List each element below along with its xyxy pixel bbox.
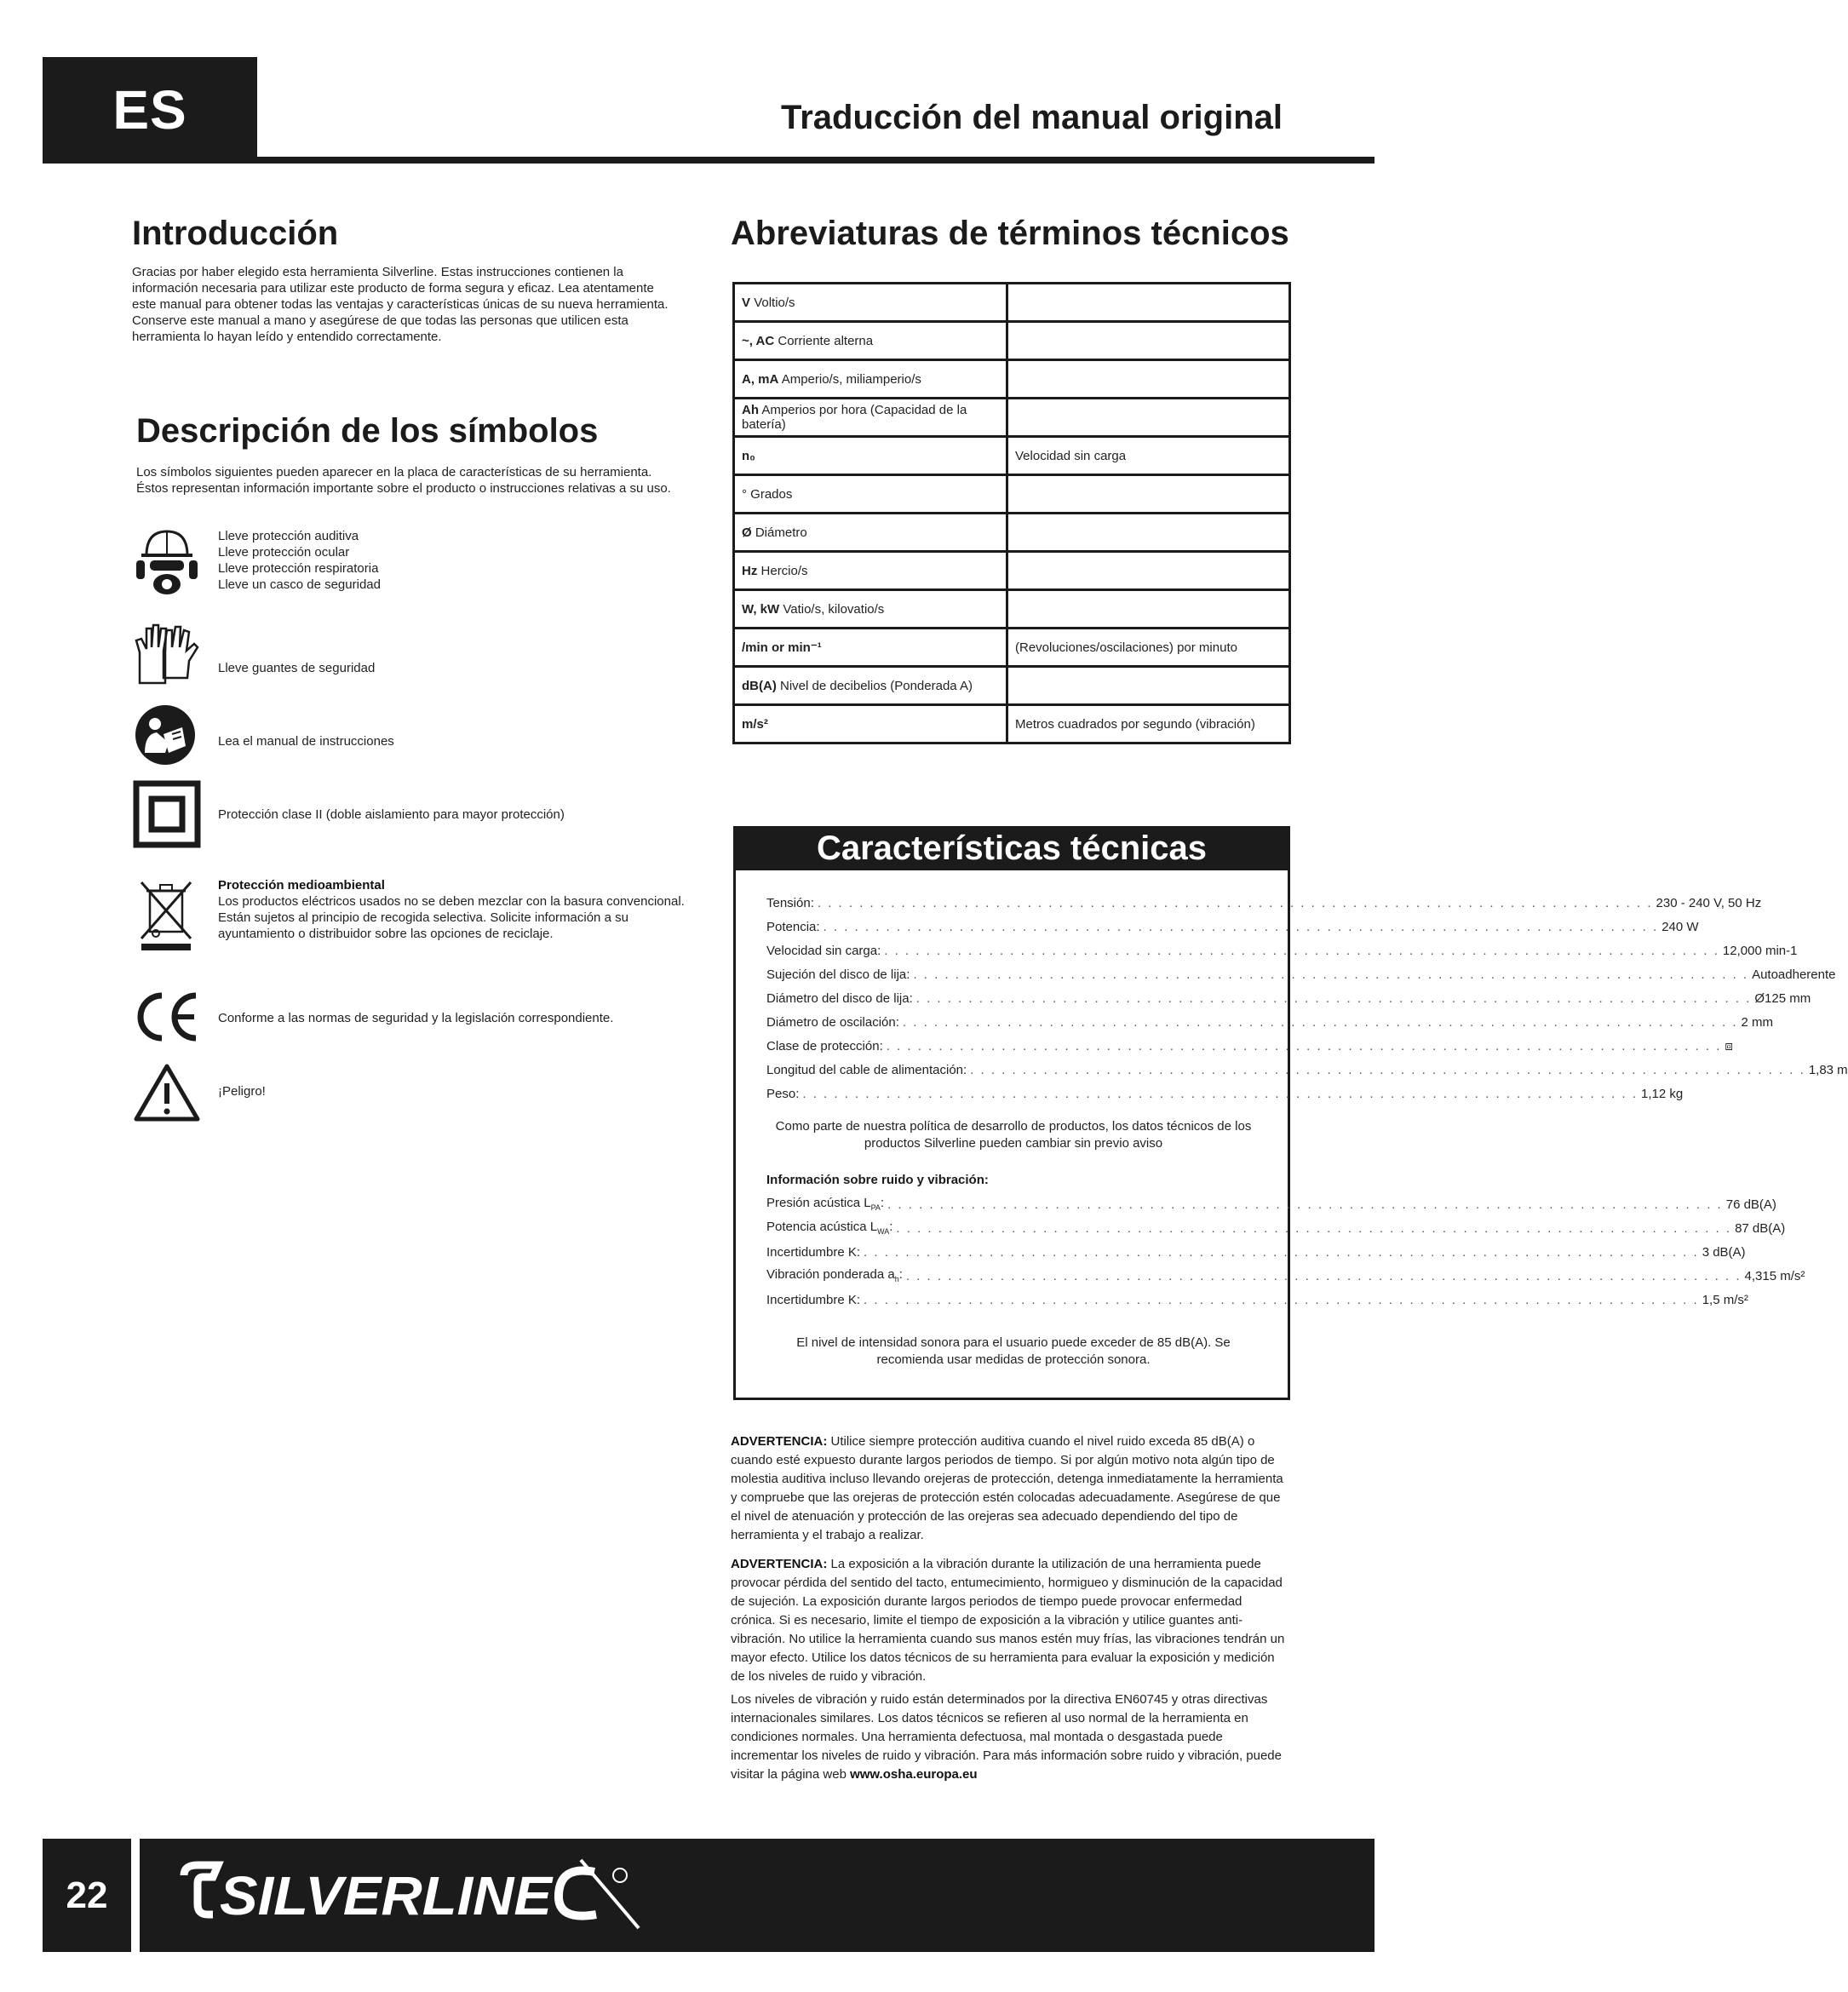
spec-label-subscript: h bbox=[894, 1275, 899, 1283]
spec-label-text: Peso: bbox=[766, 1087, 800, 1101]
spec-value: 12,000 min-1 bbox=[1722, 944, 1798, 958]
abbreviation-key: n₀ bbox=[742, 448, 755, 463]
abbreviation-cell bbox=[734, 284, 1007, 322]
abbreviation-cell bbox=[734, 437, 1007, 475]
abbreviation-meaning bbox=[1007, 399, 1290, 437]
spec-value: 230 - 240 V, 50 Hz bbox=[1656, 896, 1762, 910]
symbol-line: Los productos eléctricos usados no se deben mezclar con la basura convencional. bbox=[218, 894, 685, 909]
dot-leader: . . . . . . . . . . . . . . . . . . . . . . . . . . . . . . . . . . . . . . . . . . . . . . . . . . . . . . . . . . . . . . . . . . . . . . . . . . . . . . . . bbox=[913, 967, 1749, 982]
abbreviation-row bbox=[734, 475, 1290, 514]
spec-label-text: Velocidad sin carga: bbox=[766, 944, 881, 958]
spec-label-text: Presión acústica L bbox=[766, 1196, 871, 1210]
dot-leader: . . . . . . . . . . . . . . . . . . . . . . . . . . . . . . . . . . . . . . . . . . . . . . . . . . . . . . . . . . . . . . . . . . . . . . . . . . . . . . . . bbox=[886, 1039, 1722, 1053]
abbreviation-meaning bbox=[1007, 667, 1290, 705]
danger-icon bbox=[133, 1063, 201, 1122]
warning-label: ADVERTENCIA: bbox=[731, 1557, 828, 1571]
symbol-text-class-ii: Protección clase II (doble aislamiento para mayor protección) bbox=[218, 807, 565, 822]
spec-label bbox=[766, 1015, 899, 1030]
warning-vibration bbox=[731, 1555, 1288, 1686]
spec-label bbox=[766, 1245, 860, 1260]
abbreviation-cell bbox=[734, 705, 1007, 743]
silverline-logo bbox=[179, 1860, 639, 1928]
spec-label-text: Diámetro de oscilación: bbox=[766, 1015, 899, 1030]
abbreviation-row bbox=[734, 667, 1290, 705]
abbreviation-key: A, mA bbox=[742, 371, 779, 387]
spec-label-text: Vibración ponderada a bbox=[766, 1267, 895, 1282]
abbreviation-key: V bbox=[742, 295, 751, 310]
dot-leader: . . . . . . . . . . . . . . . . . . . . . . . . . . . . . . . . . . . . . . . . . . . . . . . . . . . . . . . . . . . . . . . . . . . . . . . . . . . . . . . . bbox=[802, 1087, 1638, 1101]
symbol-title: Protección medioambiental bbox=[218, 878, 385, 893]
spec-row bbox=[766, 1013, 1774, 1030]
spec-value: 1,83 m bbox=[1808, 1063, 1848, 1077]
abbreviation-meaning: Velocidad sin carga bbox=[1007, 437, 1290, 475]
dot-leader: . . . . . . . . . . . . . . . . . . . . . . . . . . . . . . . . . . . . . . . . . . . . . . . . . . . . . . . . . . . . . . . . . . . . . . . . . . . . . . . . bbox=[970, 1063, 1805, 1077]
abbreviation-row bbox=[734, 629, 1290, 667]
spec-label-text: Incertidumbre K: bbox=[766, 1293, 861, 1307]
abbreviation-meaning bbox=[1007, 552, 1290, 590]
abbreviation-row bbox=[734, 284, 1290, 322]
abbreviation-desc: Corriente alterna bbox=[778, 333, 874, 348]
specs-note: Como parte de nuestra política de desarrollo de productos, los datos técnicos de los productos Silverline pueden cambiar sin previo aviso bbox=[775, 1119, 1252, 1151]
spec-value: 87 dB(A) bbox=[1735, 1221, 1786, 1236]
abbreviation-meaning bbox=[1007, 590, 1290, 629]
spec-value: 4,315 m/s² bbox=[1744, 1269, 1805, 1283]
abbreviation-key: W, kW bbox=[742, 601, 780, 617]
symbol-text-manual: Lea el manual de instrucciones bbox=[218, 734, 394, 749]
class-ii-icon bbox=[133, 780, 201, 848]
abbreviation-key: /min or min⁻¹ bbox=[742, 640, 822, 655]
spec-value: 240 W bbox=[1661, 920, 1699, 934]
spec-label bbox=[766, 896, 814, 910]
noise-note: El nivel de intensidad sonora para el usuario puede exceder de 85 dB(A). Se recomienda usar medidas de protección sonora. bbox=[796, 1335, 1231, 1367]
abbreviation-desc: Amperios por hora (Capacidad de la batería) bbox=[742, 403, 967, 432]
weee-bin-icon bbox=[133, 877, 201, 950]
abbreviation-cell bbox=[734, 475, 1007, 514]
dot-leader: . . . . . . . . . . . . . . . . . . . . . . . . . . . . . . . . . . . . . . . . . . . . . . . . . . . . . . . . . . . . . . . . . . . . . . . . . . . . . . . . bbox=[864, 1293, 1699, 1307]
dot-leader: . . . . . . . . . . . . . . . . . . . . . . . . . . . . . . . . . . . . . . . . . . . . . . . . . . . . . . . . . . . . . . . . . . . . . . . . . . . . . . . . bbox=[905, 1269, 1742, 1283]
dot-leader: . . . . . . . . . . . . . . . . . . . . . . . . . . . . . . . . . . . . . . . . . . . . . . . . . . . . . . . . . . . . . . . . . . . . . . . . . . . . . . . . bbox=[915, 991, 1752, 1006]
dot-leader: . . . . . . . . . . . . . . . . . . . . . . . . . . . . . . . . . . . . . . . . . . . . . . . . . . . . . . . . . . . . . . . . . . . . . . . . . . . . . . . . bbox=[887, 1197, 1723, 1212]
safety-gear-icon bbox=[133, 526, 201, 598]
symbol-line: ayuntamiento o distribuidor sobre las opciones de reciclaje. bbox=[218, 927, 554, 941]
noise-row bbox=[766, 1266, 1805, 1283]
abbreviation-row bbox=[734, 437, 1290, 475]
spec-label: Potencia acústica $L_{WA}$: bbox=[766, 1220, 893, 1236]
dot-leader: . . . . . . . . . . . . . . . . . . . . . . . . . . . . . . . . . . . . . . . . . . . . . . . . . . . . . . . . . . . . . . . . . . . . . . . . . . . . . . . . bbox=[817, 896, 1653, 910]
abbreviation-key: Ah bbox=[742, 403, 759, 417]
abbreviation-desc: Amperio/s, miliamperio/s bbox=[781, 371, 921, 387]
symbols-title: Descripción de los símbolos bbox=[136, 412, 599, 450]
spec-label-text: Sujeción del disco de lija: bbox=[766, 967, 910, 982]
abbreviation-row bbox=[734, 322, 1290, 360]
abbreviation-cell bbox=[734, 629, 1007, 667]
symbol-text-ce: Conforme a las normas de seguridad y la legislación correspondiente. bbox=[218, 1011, 614, 1025]
abbreviation-meaning bbox=[1007, 514, 1290, 552]
spec-label bbox=[766, 1063, 967, 1077]
language-code: ES bbox=[112, 79, 187, 141]
abbreviation-cell bbox=[734, 399, 1007, 437]
spec-row bbox=[766, 965, 1836, 982]
symbol-line: Lleve un casco de seguridad bbox=[218, 577, 381, 592]
abbreviation-desc: Grados bbox=[750, 486, 793, 502]
noise-row bbox=[766, 1195, 1776, 1212]
symbol-text-environment bbox=[218, 877, 685, 942]
abbreviation-row bbox=[734, 552, 1290, 590]
noise-row bbox=[766, 1243, 1746, 1260]
warning-text: La exposición a la vibración durante la utilización de una herramienta puede provocar pérdida del sentido del tacto, entumecimiento, hormigueo y disminución de la capacidad de sujeción. La exposición durante largos periodos de tiempo puede provocar enfermedad crónica. Si es necesario, limite el tiempo de exposición a la vibración y utilice guantes anti-vibración. No utilice la herramienta cuando sus manos estén muy frías, las vibraciones tendrán un mayor efecto. Utilice los datos técnicos de su herramienta para evaluar la exposición y medición de los niveles de ruido y vibración. bbox=[731, 1557, 1285, 1684]
read-manual-icon bbox=[133, 703, 201, 766]
symbol-line: Lleve protección respiratoria bbox=[218, 561, 379, 576]
spec-label: Presión acústica $L_{PA}$: bbox=[766, 1196, 885, 1212]
warning-text: Utilice siempre protección auditiva cuando el nivel ruido exceda 85 dB(A) o cuando esté expuesto durante largos periodos de tiempo. Si por algún motivo nota algún tipo de molestia auditiva incluso llevando orejeras de protección, detenga inmediatamente la herramienta y compruebe que las orejeras de protección estén colocadas adecuadamente. Asegúrese de que el nivel de atenuación y protección de las orejeras sea adecuado dependiendo del tipo de herramienta y el trabajo a realizar. bbox=[731, 1434, 1283, 1542]
dot-leader: . . . . . . . . . . . . . . . . . . . . . . . . . . . . . . . . . . . . . . . . . . . . . . . . . . . . . . . . . . . . . . . . . . . . . . . . . . . . . . . . bbox=[823, 920, 1659, 934]
spec-label-subscript: PA bbox=[870, 1203, 881, 1212]
dot-leader: . . . . . . . . . . . . . . . . . . . . . . . . . . . . . . . . . . . . . . . . . . . . . . . . . . . . . . . . . . . . . . . . . . . . . . . . . . . . . . . . bbox=[884, 944, 1719, 958]
abbreviation-key: m/s² bbox=[742, 716, 768, 732]
logo-wordmark: SILVERLINE bbox=[220, 1865, 554, 1926]
abbreviation-meaning bbox=[1007, 360, 1290, 399]
spec-value: ⧈ bbox=[1725, 1039, 1733, 1053]
abbreviation-meaning: (Revoluciones/oscilaciones) por minuto bbox=[1007, 629, 1290, 667]
spec-label-text: Tensión: bbox=[766, 896, 814, 910]
footer-divider bbox=[131, 1839, 140, 1952]
specs-title: Características técnicas bbox=[733, 826, 1290, 870]
abbreviation-desc: Vatio/s, kilovatio/s bbox=[783, 601, 885, 617]
spec-row bbox=[766, 917, 1699, 934]
spec-value: Ø125 mm bbox=[1754, 991, 1811, 1006]
abbreviation-desc: Hercio/s bbox=[760, 563, 808, 578]
abbreviation-key: ° bbox=[742, 486, 747, 502]
spec-row bbox=[766, 1084, 1684, 1101]
abbreviation-key: dB(A) bbox=[742, 678, 777, 693]
spec-label-text: Clase de protección: bbox=[766, 1039, 883, 1053]
abbreviation-meaning: Metros cuadrados por segundo (vibración) bbox=[1007, 705, 1290, 743]
spec-label-subscript: WA bbox=[877, 1227, 890, 1236]
abbreviation-desc: Nivel de decibelios (Ponderada A) bbox=[780, 678, 973, 693]
symbols-text: Los símbolos siguientes pueden aparecer en la placa de características de su herramienta. Éstos representan información importante sobre el producto o instrucciones relativas a su uso. bbox=[136, 465, 671, 496]
spec-row bbox=[766, 989, 1811, 1006]
abbreviation-meaning bbox=[1007, 322, 1290, 360]
spec-label bbox=[766, 944, 881, 958]
abbreviation-meaning bbox=[1007, 475, 1290, 514]
spec-label-text: Potencia: bbox=[766, 920, 820, 934]
warning-hearing bbox=[731, 1432, 1288, 1545]
dot-leader: . . . . . . . . . . . . . . . . . . . . . . . . . . . . . . . . . . . . . . . . . . . . . . . . . . . . . . . . . . . . . . . . . . . . . . . . . . . . . . . . bbox=[902, 1015, 1738, 1030]
gloves-icon bbox=[133, 622, 201, 685]
abbreviations-title: Abreviaturas de términos técnicos bbox=[731, 215, 1289, 252]
spec-row bbox=[766, 1036, 1733, 1053]
abbreviation-key: Hz bbox=[742, 563, 758, 578]
symbol-line: Lleve protección auditiva bbox=[218, 529, 359, 543]
abbreviation-key: ~, AC bbox=[742, 333, 775, 348]
specs-box bbox=[733, 826, 1290, 1400]
spec-label-text: Diámetro del disco de lija: bbox=[766, 991, 913, 1006]
spec-label bbox=[766, 1293, 860, 1307]
spec-label bbox=[766, 920, 820, 934]
page-number: 22 bbox=[66, 1874, 108, 1916]
abbreviation-row bbox=[734, 514, 1290, 552]
spec-label bbox=[766, 1087, 799, 1101]
abbreviation-cell bbox=[734, 360, 1007, 399]
ce-mark-icon bbox=[133, 990, 201, 1043]
dot-leader: . . . . . . . . . . . . . . . . . . . . . . . . . . . . . . . . . . . . . . . . . . . . . . . . . . . . . . . . . . . . . . . . . . . . . . . . . . . . . . . . bbox=[896, 1221, 1732, 1236]
abbreviation-row bbox=[734, 705, 1290, 743]
noise-row bbox=[766, 1219, 1786, 1236]
header-rule bbox=[43, 157, 1375, 164]
abbreviation-cell bbox=[734, 514, 1007, 552]
noise-title: Información sobre ruido y vibración: bbox=[766, 1173, 989, 1187]
spec-value: 2 mm bbox=[1741, 1015, 1774, 1030]
spec-value: 76 dB(A) bbox=[1725, 1197, 1776, 1212]
abbreviation-meaning bbox=[1007, 284, 1290, 322]
spec-label bbox=[766, 991, 913, 1006]
spec-label bbox=[766, 967, 910, 982]
symbol-line: Están sujetos al principio de recogida selectiva. Solicite información a su bbox=[218, 910, 628, 925]
abbreviation-cell bbox=[734, 552, 1007, 590]
symbol-text-danger: ¡Peligro! bbox=[218, 1084, 266, 1099]
dot-leader: . . . . . . . . . . . . . . . . . . . . . . . . . . . . . . . . . . . . . . . . . . . . . . . . . . . . . . . . . . . . . . . . . . . . . . . . . . . . . . . . bbox=[864, 1245, 1699, 1260]
intro-title: Introducción bbox=[132, 215, 339, 252]
abbreviation-cell bbox=[734, 590, 1007, 629]
vibration-info bbox=[731, 1691, 1288, 1784]
abbreviation-desc: Diámetro bbox=[755, 525, 807, 540]
symbol-text-gloves: Lleve guantes de seguridad bbox=[218, 661, 376, 675]
spec-row bbox=[766, 1060, 1848, 1077]
osha-link[interactable]: www.osha.europa.eu bbox=[850, 1767, 978, 1782]
spec-label bbox=[766, 1039, 883, 1053]
spec-label: Vibración ponderada $a_h$: bbox=[766, 1267, 903, 1283]
spec-value: 3 dB(A) bbox=[1702, 1245, 1746, 1260]
spec-row bbox=[766, 941, 1798, 958]
warning-label: ADVERTENCIA: bbox=[731, 1434, 828, 1449]
spec-label-text: Longitud del cable de alimentación: bbox=[766, 1063, 967, 1077]
info-text: Los niveles de vibración y ruido están determinados por la directiva EN60745 y otras directivas internacionales similares. Los datos técnicos se refieren al uso normal de la herramienta en condiciones normales. Una herramienta defectuosa, mal montada o desgastada puede incrementar los niveles de ruido y vibración. Para más información sobre ruido y vibración, puede visitar la página web bbox=[731, 1692, 1282, 1782]
spec-value: Autoadherente bbox=[1752, 967, 1836, 982]
symbol-text-ppe bbox=[218, 528, 381, 593]
intro-text: Gracias por haber elegido esta herramienta Silverline. Estas instrucciones contienen la información necesaria para utilizar este producto de forma segura y eficaz. Lea atentamente este manual para obtener todas las ventajas y características únicas de su nueva herramienta. Conserve este manual a mano y asegúrese de que todas las personas que utilicen esta herramienta lo hayan leído y entendido correctamente. bbox=[132, 265, 669, 344]
abbreviation-row bbox=[734, 590, 1290, 629]
abbreviation-cell bbox=[734, 667, 1007, 705]
spec-label-text: Potencia acústica L bbox=[766, 1220, 878, 1234]
abbreviations-table bbox=[732, 282, 1291, 744]
abbreviation-key: Ø bbox=[742, 525, 752, 540]
abbreviation-cell bbox=[734, 322, 1007, 360]
abbreviation-row bbox=[734, 399, 1290, 437]
symbol-line: Lleve protección ocular bbox=[218, 545, 350, 560]
spec-value: 1,12 kg bbox=[1641, 1087, 1684, 1101]
abbreviation-row bbox=[734, 360, 1290, 399]
spec-row bbox=[766, 893, 1762, 910]
abbreviation-desc: Voltio/s bbox=[754, 295, 795, 310]
noise-row bbox=[766, 1290, 1748, 1307]
header-title: Traducción del manual original bbox=[780, 99, 1283, 136]
spec-value: 1,5 m/s² bbox=[1702, 1293, 1748, 1307]
spec-label-text: Incertidumbre K: bbox=[766, 1245, 861, 1260]
